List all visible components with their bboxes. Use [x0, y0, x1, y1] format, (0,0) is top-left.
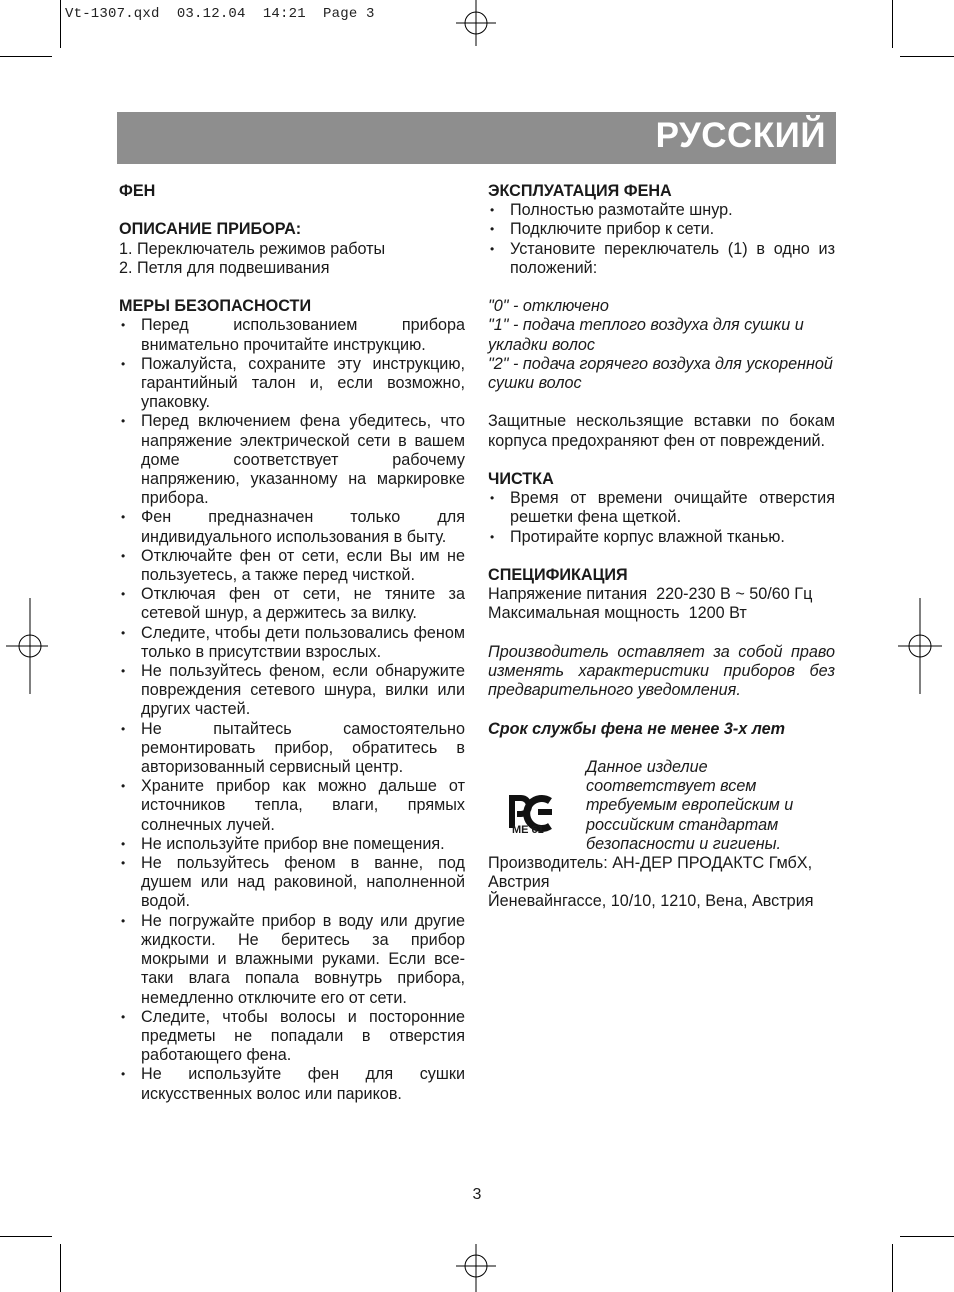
certification-code: ME 61	[512, 823, 544, 836]
list-item: • Пожалуйста, сохраните эту инструкцию, гарантийный талон и, если возможно, упаковку.	[119, 355, 465, 413]
manufacturer: Производитель: АН-ДЕР ПРОДАКТС ГмбХ, Австрия	[488, 854, 813, 892]
crop-mark	[0, 1236, 52, 1237]
cleaning-heading: ЧИСТКА	[488, 470, 554, 488]
list-item: • Следите, чтобы волосы и посторонние предметы не попадали в отверстия работающего фена.	[119, 1008, 465, 1066]
crop-mark	[60, 0, 61, 48]
registration-mark-icon	[454, 0, 498, 46]
registration-mark-icon	[454, 1244, 498, 1292]
list-item: • Следите, чтобы дети пользовались феном только в присутствии взрослых.	[119, 624, 465, 662]
list-item: • Перед использованием прибора внимательно прочитайте инструкцию.	[119, 316, 465, 354]
rst-certification-icon	[488, 776, 586, 856]
crop-mark	[0, 56, 52, 57]
mode-item: "1" - подача теплого воздуха для сушки и укладки волос	[488, 316, 804, 354]
list-item: • Установите переключатель (1) в одно из положений:	[488, 240, 835, 278]
list-item: • Отключайте фен от сети, если Вы им не пользуетесь, а также перед чисткой.	[119, 547, 465, 585]
description-heading: ОПИСАНИЕ ПРИБОРА:	[119, 220, 302, 239]
operation-list	[488, 201, 835, 278]
list-item: • Протирайте корпус влажной тканью.	[488, 528, 835, 547]
list-item: • Полностью размотайте шнур.	[488, 201, 835, 220]
manufacturer-address: Йеневайнгассе, 10/10, 1210, Вена, Австрия	[488, 892, 814, 911]
page-number: 3	[472, 1186, 482, 1203]
list-item: • Отключая фен от сети, не тяните за сетевой шнур, а держитесь за вилку.	[119, 585, 465, 623]
description-item: 2. Петля для подвешивания	[119, 258, 330, 277]
safety-list	[119, 316, 465, 1103]
language-title: РУССКИЙ	[655, 116, 826, 155]
spec-heading: СПЕЦИФИКАЦИЯ	[488, 566, 628, 584]
mode-item: "0" - отключено	[488, 297, 609, 316]
list-item: • Не пользуйтесь феном, если обнаружите повреждения сетевого шнура, вилки или других частей.	[119, 662, 465, 720]
language-banner	[117, 112, 836, 164]
list-item: • Храните прибор как можно дальше от источников тепла, влаги, прямых солнечных лучей.	[119, 777, 465, 835]
crop-mark	[60, 1244, 61, 1292]
left-column	[119, 182, 465, 1104]
mode-item: "2" - подача горячего воздуха для ускоренной сушки волос	[488, 354, 833, 393]
certification-block	[488, 758, 835, 854]
crop-mark	[900, 1236, 954, 1237]
spec-voltage: Напряжение питания 220-230 В ~ 50/60 Гц	[488, 585, 813, 604]
list-item: • Не пользуйтесь феном в ванне, под душем или над раковиной, наполненной водой.	[119, 854, 465, 912]
inserts-note: Защитные нескользящие вставки по бокам корпуса предохраняют фен от повреждений.	[488, 412, 835, 450]
manufacturer-note: Производитель оставляет за собой право изменять характеристики приборов без предварительного уведомления.	[488, 642, 835, 700]
list-item: • Время от времени очищайте отверстия решетки фена щеткой.	[488, 489, 835, 527]
list-item: • Не используйте фен для сушки искусственных волос или париков.	[119, 1065, 465, 1103]
operation-heading: ЭКСПЛУАТАЦИЯ ФЕНА	[488, 182, 672, 200]
list-item: • Перед включением фена убедитесь, что напряжение электрической сети в вашем доме соответствует рабочему напряжению, указанному на маркировке прибора.	[119, 412, 465, 508]
safety-heading: МЕРЫ БЕЗОПАСНОСТИ	[119, 297, 312, 316]
list-item: • Не погружайте прибор в воду или другие жидкости. Не беритесь за прибор мокрыми и влажными руками. Если все-таки влага попала вовнутрь прибора, немедленно отключите его от сети.	[119, 912, 465, 1008]
product-title: ФЕН	[119, 182, 156, 200]
registration-mark-icon	[0, 598, 48, 694]
description-item: 1. Переключатель режимов работы	[119, 239, 386, 258]
service-life: Срок службы фена не менее 3-х лет	[488, 719, 785, 738]
crop-mark	[892, 0, 893, 48]
spec-power: Максимальная мощность 1200 Вт	[488, 604, 747, 623]
cleaning-list	[488, 489, 835, 547]
print-header: Vt-1307.qxd 03.12.04 14:21 Page 3	[65, 6, 375, 22]
list-item: • Не пытайтесь самостоятельно ремонтировать прибор, обратитесь в авторизованный сервисный центр.	[119, 720, 465, 778]
certification-text: Данное изделие соответствует всем требуемым европейским и российским стандартам безопасности и гигиены.	[586, 757, 794, 853]
registration-mark-icon	[898, 598, 946, 694]
certification-logo	[488, 758, 586, 854]
right-column	[488, 182, 835, 912]
list-item: • Подключите прибор к сети.	[488, 220, 835, 239]
list-item: • Фен предназначен только для индивидуального использования в быту.	[119, 508, 465, 546]
crop-mark	[900, 56, 954, 57]
list-item: • Не используйте прибор вне помещения.	[119, 835, 465, 854]
crop-mark	[892, 1244, 893, 1292]
